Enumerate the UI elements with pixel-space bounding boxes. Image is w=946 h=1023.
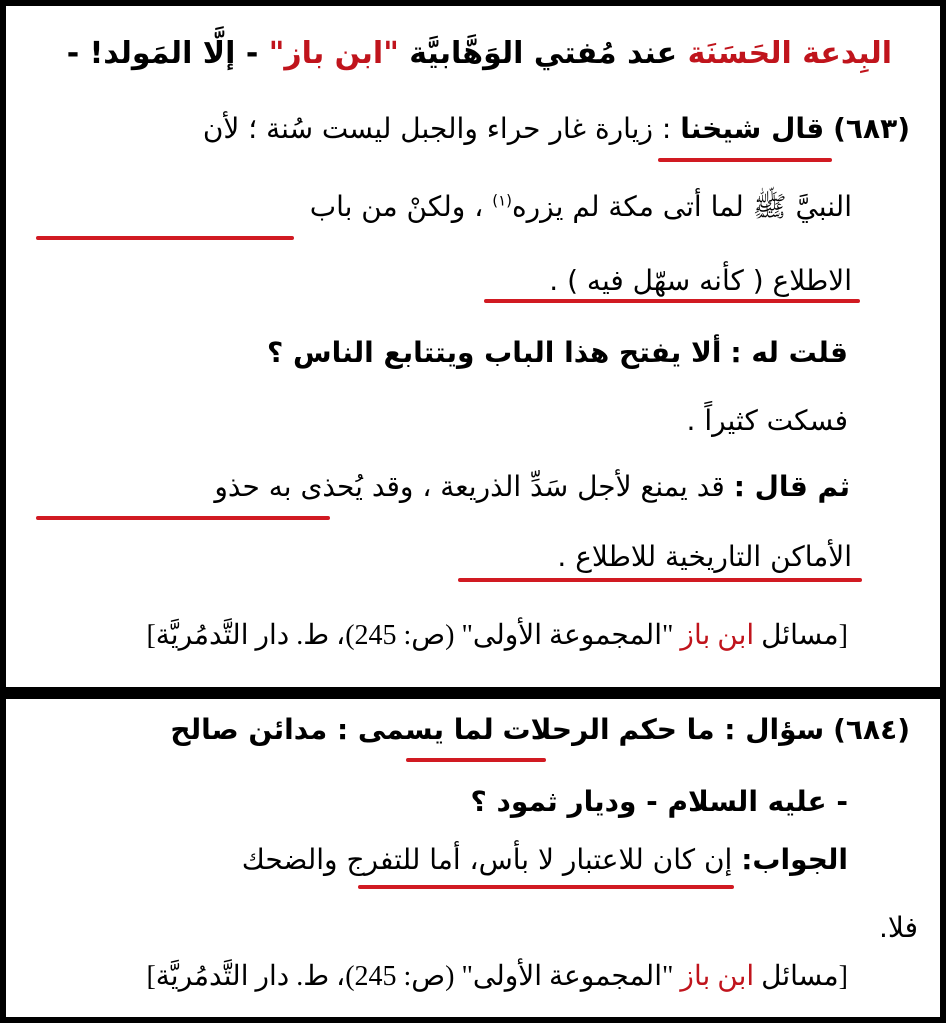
q683-line-4 xyxy=(6,336,940,369)
citation-author: ابن باز xyxy=(680,620,755,651)
line4-text: ألا يفتح هذا الباب ويتتابع الناس ؟ xyxy=(267,336,722,369)
q684-text-underlined: الرحلات xyxy=(502,713,610,746)
line7-text-underlined: الأماكن التاريخية للاطلاع . xyxy=(557,540,852,573)
q683-number: (٦٨٣) xyxy=(833,112,910,145)
q683-line-1 xyxy=(6,112,940,145)
q684-line-2 xyxy=(6,785,940,818)
top-excerpt-panel xyxy=(4,4,942,689)
title-part-3: "ابن باز" xyxy=(268,36,399,71)
top-citation xyxy=(6,618,940,652)
underline-5 xyxy=(458,578,862,582)
underline-6 xyxy=(406,758,546,762)
line5-text: فسكت كثيراً . xyxy=(686,404,848,437)
underline-1 xyxy=(658,158,832,162)
q684-line2-text: - عليه السلام - وديار ثمود ؟ xyxy=(470,785,848,818)
underline-7 xyxy=(358,885,734,889)
title-part-1: البِدعة الحَسَنَة xyxy=(687,36,892,71)
answer-text-b: ، أما للتفرج والضحك xyxy=(241,843,479,876)
q684-lead: سؤال : ما حكم xyxy=(618,713,825,746)
line3-text-underlined: الاطلاع ( كأنه سهّل فيه ) xyxy=(567,264,852,297)
q683-line-7 xyxy=(6,540,940,573)
q684-text-b: لما يسمى : مدائن صالح xyxy=(170,713,494,746)
line3-dot: . xyxy=(549,264,559,297)
q683-text-underlined: ليست سُنة xyxy=(266,112,392,145)
line6-text-a: قد يمنع لأجل سَدِّ الذريعة ، xyxy=(422,470,725,503)
footnote-marker: (١) xyxy=(492,191,512,210)
q683-line-6 xyxy=(6,470,940,503)
citation-rest: "المجموعة الأولى" (ص: 245)، ط. دار التَّدمُريَّة] xyxy=(146,620,674,651)
underline-3 xyxy=(484,299,860,303)
line4-lead: قلت له : xyxy=(730,336,848,369)
q684-line4-text: فلا. xyxy=(879,911,918,944)
q683-text-b: ؛ لأن xyxy=(202,112,258,145)
q683-text-a: : زيارة غار حراء والجبل xyxy=(400,112,672,145)
citation-open: [مسائل xyxy=(761,620,848,651)
bottom-excerpt-panel xyxy=(4,697,942,1019)
answer-text-underlined: إن كان للاعتبار لا بأس xyxy=(478,843,733,876)
underline-4 xyxy=(36,516,330,520)
title-part-4: - إلَّا المَولد! - xyxy=(66,36,259,71)
line6-text-underlined: وقد يُحذى به حذو xyxy=(214,470,414,503)
bottom-citation xyxy=(6,959,940,993)
answer-lead: الجواب: xyxy=(741,843,848,876)
citation-author: ابن باز xyxy=(680,961,755,992)
q684-line-1 xyxy=(6,713,940,746)
q684-line-4 xyxy=(6,911,940,944)
citation-open: [مسائل xyxy=(761,961,848,992)
line2-text-underlined: ولكنْ من باب xyxy=(309,190,466,223)
line2-comma: ، xyxy=(474,190,484,223)
citation-rest: "المجموعة الأولى" (ص: 245)، ط. دار التَّدمُريَّة] xyxy=(146,961,674,992)
line6-lead: ثم قال : xyxy=(733,470,850,503)
q684-number: (٦٨٤) xyxy=(833,713,910,746)
q683-line-2 xyxy=(6,190,940,230)
q683-lead: قال شيخنا xyxy=(680,112,825,145)
title-part-2: عند مُفتي الوَهَّابيَّة xyxy=(409,36,678,71)
q683-line-3 xyxy=(6,264,940,297)
line2-text-a: النبيَّ ﷺ لما أتى مكة لم يزره xyxy=(511,190,852,223)
q684-line-3 xyxy=(6,843,940,876)
underline-2 xyxy=(36,236,294,240)
excerpt-title xyxy=(6,36,940,71)
q683-line-5 xyxy=(6,404,940,437)
